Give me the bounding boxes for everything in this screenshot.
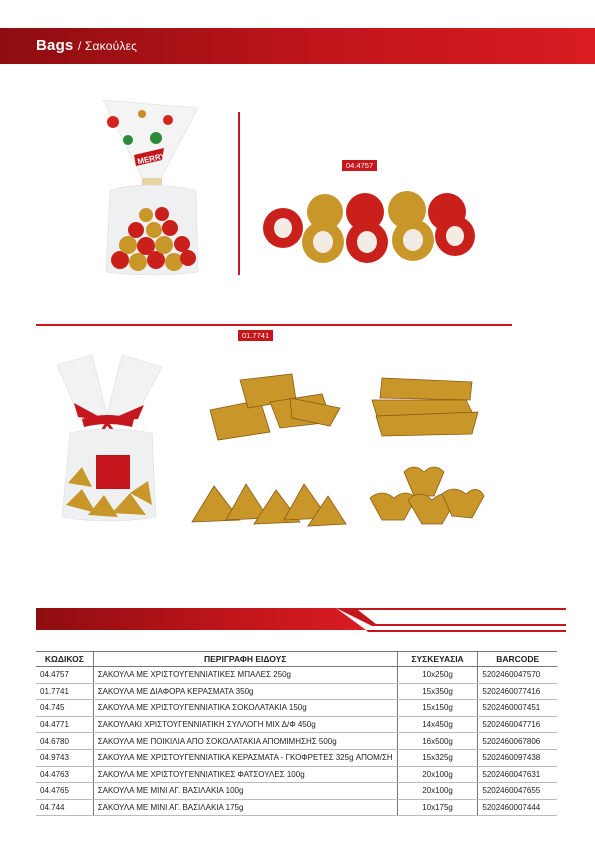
horizontal-divider [36,324,512,326]
cell-barcode: 5202460077416 [478,683,557,700]
christmas-balls-bag-image [98,100,203,280]
cell-code: 04.4763 [36,766,93,783]
cell-description: ΣΑΚΟΥΛΑΚΙ ΧΡΙΣΤΟΥΓΕΝΝΙΑΤΙΚΗ ΣΥΛΛΟΓΗ ΜΙΧ Δ/Φ 450g [93,716,397,733]
table-header-row [36,652,557,667]
cell-packaging: 20x100g [397,783,478,800]
cell-code: 04.4771 [36,716,93,733]
heart-chocolates-image [364,462,486,528]
cell-barcode: 5202460097438 [478,749,557,766]
table-row [36,799,557,816]
cell-barcode: 5202460047570 [478,667,557,684]
cell-code: 04.4765 [36,783,93,800]
cell-packaging: 16x500g [397,733,478,750]
products-table [36,651,557,816]
table-row [36,683,557,700]
cell-code: 04.745 [36,700,93,717]
product-code-tag-2: 01.7741 [238,330,273,341]
header-packaging: ΣΥΣΚΕΥΑΣΙΑ [397,652,478,667]
cell-barcode: 5202460067806 [478,733,557,750]
product-code-tag: 04.4757 [342,160,377,171]
cell-packaging: 14x450g [397,716,478,733]
header-barcode: BARCODE [478,652,557,667]
cell-description: ΣΑΚΟΥΛΑ ΜΕ ΜΙΝΙ ΑΓ. ΒΑΣΙΛΑΚΙΑ 175g [93,799,397,816]
cell-code: 01.7741 [36,683,93,700]
cell-description: ΣΑΚΟΥΛΑ ΜΕ ΜΙΝΙ ΑΓ. ΒΑΣΙΛΑΚΙΑ 100g [93,783,397,800]
cell-packaging: 15x150g [397,700,478,717]
cell-description: ΣΑΚΟΥΛΑ ΜΕ ΧΡΙΣΤΟΥΓΕΝΝΙΑΤΙΚΕΣ ΦΑΤΣΟΥΛΕΣ 100g [93,766,397,783]
table-row [36,700,557,717]
cell-description: ΣΑΚΟΥΛΑ ΜΕ ΧΡΙΣΤΟΥΓΕΝΝΙΑΤΙΚΑ ΚΕΡΑΣΜΑΤΑ - ΓΚΟΦΡΕΤΕΣ 325g ΑΠΟΜ/ΣΗ [93,749,397,766]
page-title [36,37,137,54]
wafer-chocolates-image [200,370,345,442]
svg-text:MERRY: MERRY [136,151,167,167]
cell-barcode: 5202460007444 [478,799,557,816]
cell-barcode: 5202460047655 [478,783,557,800]
cell-packaging: 20x100g [397,766,478,783]
chocolate-bars-image [362,370,482,440]
vertical-divider [238,112,240,275]
cell-packaging: 10x250g [397,667,478,684]
cell-packaging: 15x325g [397,749,478,766]
cell-description: ΣΑΚΟΥΛΑ ΜΕ ΧΡΙΣΤΟΥΓΕΝΝΙΑΤΙΚΑ ΣΟΚΟΛΑΤΑΚΙΑ 150g [93,700,397,717]
cell-description: ΣΑΚΟΥΛΑ ΜΕ ΠΟΙΚΙΛΙΑ ΑΠΟ ΣΟΚΟΛΑΤΑΚΙΑ ΑΠΟΜΙΜΗΣΗΣ 500g [93,733,397,750]
title-subtitle: / Σακούλες [77,39,138,53]
mixed-treats-bag-image [52,355,167,527]
table-header-ribbon [36,608,566,638]
cell-code: 04.9743 [36,749,93,766]
table-row [36,783,557,800]
title-main: Bags [36,37,74,54]
cell-code: 04.744 [36,799,93,816]
cell-description: ΣΑΚΟΥΛΑ ΜΕ ΧΡΙΣΤΟΥΓΕΝΝΙΑΤΙΚΕΣ ΜΠΑΛΕΣ 250g [93,667,397,684]
table-row [36,733,557,750]
santa-chocolate-balls-image [255,190,485,270]
cell-description: ΣΑΚΟΥΛΑ ΜΕ ΔΙΑΦΟΡΑ ΚΕΡΑΣΜΑΤΑ 350g [93,683,397,700]
table-row [36,766,557,783]
table-row [36,667,557,684]
header-description: ΠΕΡΙΓΡΑΦΗ ΕΙΔΟΥΣ [93,652,397,667]
cell-code: 04.6780 [36,733,93,750]
cell-barcode: 5202460007451 [478,700,557,717]
table-row [36,716,557,733]
cell-barcode: 5202460047631 [478,766,557,783]
cell-packaging: 10x175g [397,799,478,816]
header-code: ΚΩΔΙΚΟΣ [36,652,93,667]
cell-barcode: 5202460047716 [478,716,557,733]
table-row [36,749,557,766]
pyramid-chocolates-image [188,478,348,530]
cell-packaging: 15x350g [397,683,478,700]
cell-code: 04.4757 [36,667,93,684]
